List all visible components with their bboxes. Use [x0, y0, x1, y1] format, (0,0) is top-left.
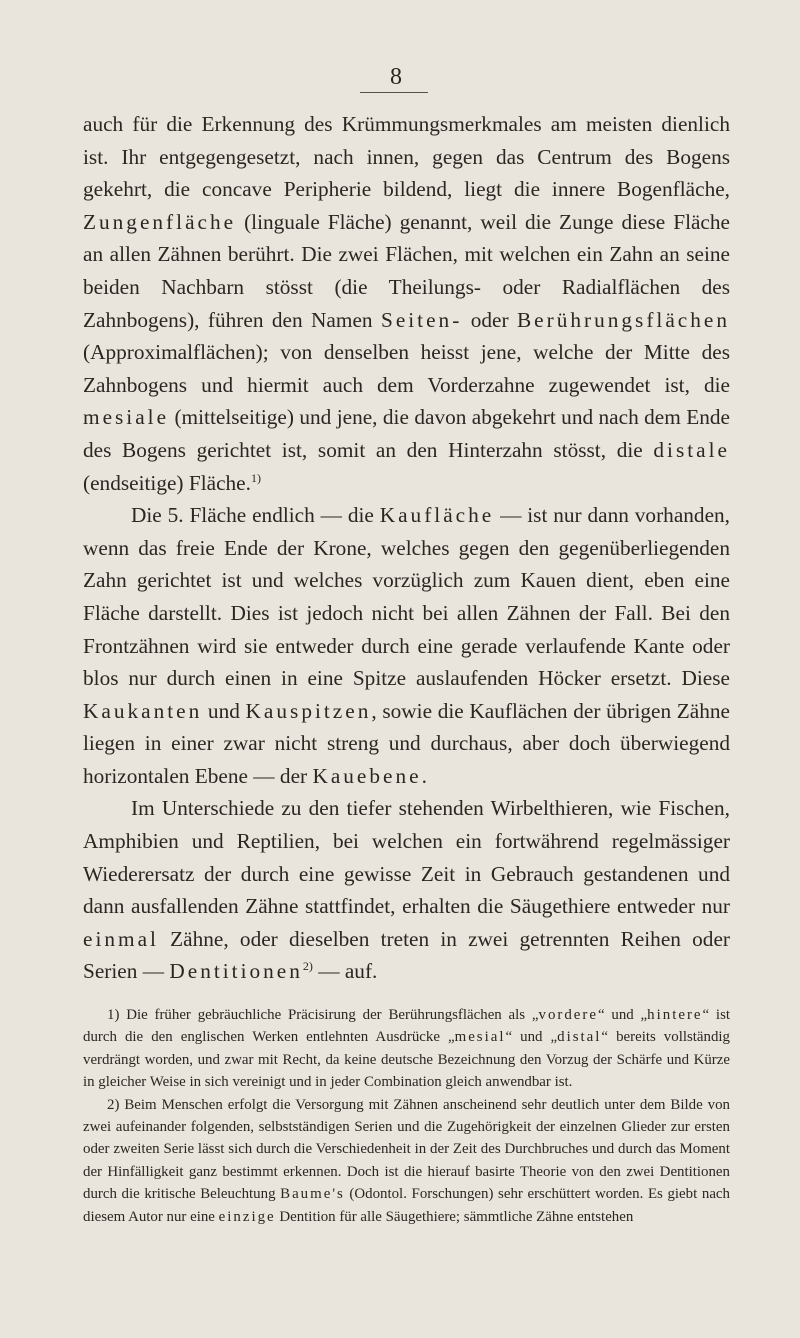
text-run: — ist nur dann vorhanden, wenn das freie Ende der Krone, welches gegen den gegenüberliegenden Zahn gerichtet ist und welches vorzüglich zum Kauen dient, eben eine Fläche darstellt. Dies ist jedoch nicht bei allen Zähnen der Fall. Bei den Frontzähnen wird sie entweder durch eine gerade verlaufende Kante oder blos nur durch einen in eine Spitze auslaufenden Höcker ersetzt. Diese [83, 503, 730, 691]
footnote-1 [83, 1004, 730, 1094]
spaced-term: Seiten- [380, 307, 463, 332]
spaced-term: einmal [83, 926, 159, 951]
spaced-term: Dentitionen [169, 959, 303, 984]
text-run: “ und „ [598, 1007, 648, 1023]
spaced-term: Kauspitzen [245, 698, 372, 723]
spaced-term: distal [557, 1029, 602, 1046]
text-run: oder [462, 307, 517, 332]
paragraph-2 [83, 499, 730, 792]
text-run: auch für die Erkennung des Krümmungsmerkmales am meisten dienlich ist. Ihr entgegengesetzt, nach innen, gegen das Centrum des Bogens gekehrt, die concave Peripherie bildend, liegt die innere Bogenfläche, [83, 112, 730, 202]
text-run: 1) Die früher gebräuchliche Präcisirung der Berührungsflächen als „ [107, 1007, 539, 1023]
footnote-2 [83, 1094, 730, 1228]
page-number: 8 [390, 64, 402, 90]
text-run: . [421, 763, 427, 788]
spaced-term: Baume's [280, 1186, 345, 1203]
paragraph-3 [83, 792, 730, 988]
spaced-term: distale [653, 437, 730, 462]
text-run: Zähne, oder dieselben treten in zwei getrennten Reihen oder Serien — [83, 926, 730, 984]
footnote-ref-2[interactable]: 2) [302, 959, 313, 974]
spaced-term: mesiale [83, 405, 170, 430]
text-run: “ ist durch die den englischen Werken entlehnten Ausdrücke „ [83, 1007, 730, 1046]
footnote-ref-1[interactable]: 1) [250, 470, 261, 485]
spaced-term: hintere [647, 1007, 703, 1023]
spaced-term: Berührungsflächen [516, 307, 730, 332]
text-run: Die 5. Fläche endlich — die [131, 503, 380, 528]
text-run: (mittelseitige) und jene, die davon abgekehrt und nach dem Ende des Bogens gerichtet ist, somit an den Hinterzahn stösst, die [83, 405, 730, 462]
page-number-rule [360, 92, 428, 93]
text-run: — auf. [312, 959, 378, 984]
spaced-term: Zungenfläche [83, 209, 237, 234]
text-run: , sowie die Kauflächen der übrigen Zähne liegen in einer zwar nicht streng und durchaus, aber doch überwiegend horizontalen Ebene — der [83, 698, 731, 788]
spaced-term: Kaufläche [379, 503, 495, 528]
text-run: Im Unterschiede zu den tiefer stehenden Wirbelthieren, wie Fischen, Amphibien und Reptilien, bei welchen ein fortwährend regelmässiger Wiederersatz der durch eine gewisse Zeit in Gebrauch gestandenen und dann ausfallenden Zähne stattfindet, erhalten die Säugethiere entweder nur [83, 796, 730, 919]
text-run: “ und „ [505, 1029, 558, 1046]
text-run: (Approximalflächen); von denselben heisst jene, welche der Mitte des Zahnbogens und hiermit auch dem Vorderzahne zugewendet ist, die [83, 340, 730, 397]
text-run: und [202, 698, 246, 723]
text-run: (endseitige) Fläche. [83, 470, 251, 495]
main-text [83, 108, 730, 988]
spaced-term: vordere [538, 1007, 598, 1023]
paragraph-1 [83, 108, 730, 499]
text-run: “ bereits vollständig verdrängt worden, und zwar mit Recht, da keine deutsche Bezeichnung den Vorzug der Schärfe und Kürze in gleicher Weise in sich vereinigt und in jeder Combination gleich anwendbar ist. [83, 1029, 730, 1091]
footnotes [83, 1004, 730, 1228]
spaced-term: Kauebene [312, 763, 422, 788]
text-run: 2) Beim Menschen erfolgt die Versorgung mit Zähnen anscheinend sehr deutlich unter dem Bilde von zwei aufeinander folgenden, selbstständigen Serien und die Zugehörigkeit der einzelnen Glieder zur ersten oder zweiten Serie lässt sich durch die Verschiedenheit in der Zeit des Durchbruches und durch das Moment der Hinfälligkeit ganz bestimmt erkennen. Doch ist die hierauf basirte Theorie von den zwei Dentitionen durch die kritische Beleuchtung [83, 1096, 730, 1203]
text-run: (Odontol. Forschungen) sehr erschüttert worden. Es giebt nach diesem Autor nur eine [83, 1186, 730, 1225]
spaced-term: einzige [218, 1208, 276, 1225]
spaced-term: Kaukanten [83, 698, 203, 723]
text-run: (linguale Fläche) genannt, weil die Zunge diese Fläche an allen Zähnen berührt. Die zwei Flächen, mit welchen ein Zahn an seine beiden Nachbarn stösst (die Theilungs- oder Radialflächen des Zahnbogens), führen den Namen [83, 209, 730, 332]
spaced-term: mesial [454, 1029, 506, 1046]
text-run: Dentition für alle Säugethiere; sämmtliche Zähne entstehen [275, 1208, 634, 1225]
